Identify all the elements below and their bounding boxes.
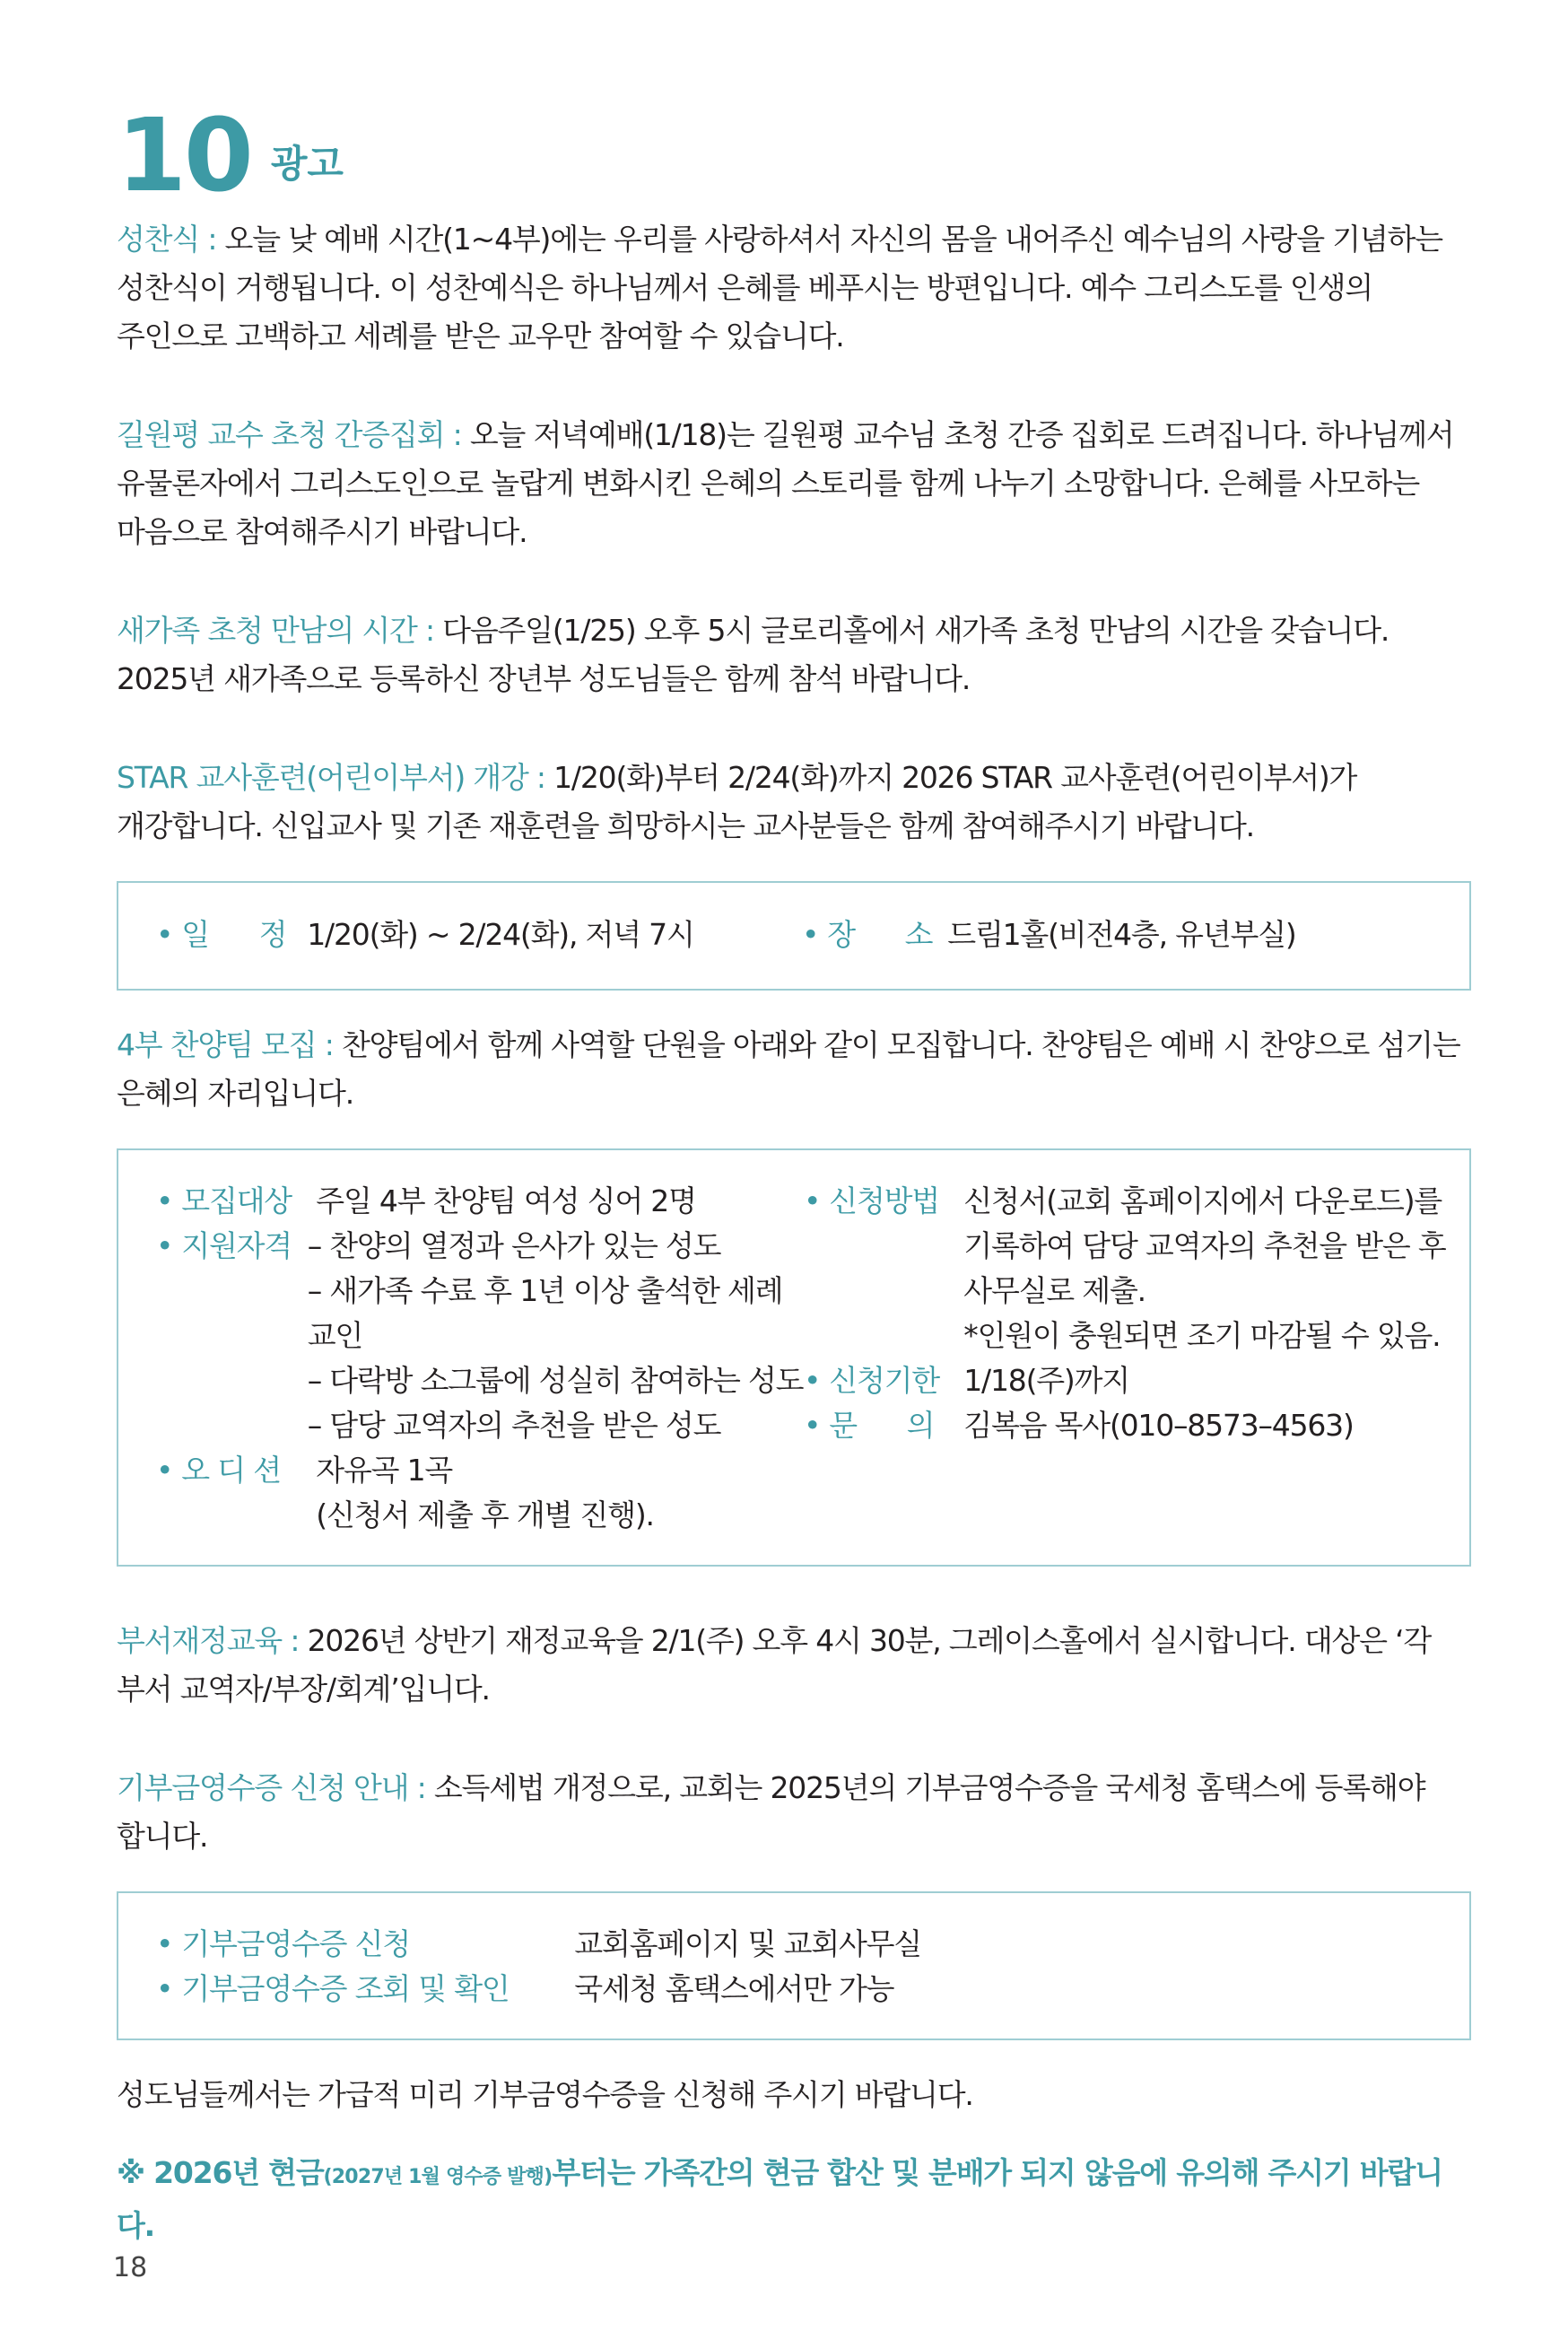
deadline-label: 신청기한 <box>829 1363 939 1398</box>
qualification-line: – 담당 교역자의 추천을 받은 성도 <box>307 1408 721 1443</box>
receipt-check-value: 국세청 홈택스에서만 가능 <box>574 1971 894 2006</box>
announcement-star-training <box>117 754 1471 851</box>
announcement-lead: 부서재정교육 : <box>117 1623 300 1658</box>
bullet-icon: • <box>156 1183 173 1218</box>
closing-note-small: (2027년 1월 영수증 발행) <box>323 2166 553 2188</box>
contact-value: 김복음 목사(010–8573–4563) <box>963 1408 1354 1443</box>
choir-recruit-box <box>117 1148 1471 1567</box>
bullet-icon: • <box>804 1408 821 1443</box>
qualification-label: 지원자격 <box>181 1228 292 1263</box>
closing-note-b: 부터는 가족간의 현금 합산 및 분배가 되지 않음에 유의해 주시기 바랍니다. <box>117 2155 1442 2243</box>
bullet-icon: • <box>802 917 819 952</box>
schedule-label: 일 정 <box>181 917 287 952</box>
announcement-text: 오늘 저녁예배(1/18)는 길원평 교수님 초청 간증 집회로 드려집니다. 하나님께서 유물론자에서 그리스도인으로 놀랍게 변화시킨 은혜의 스토리를 함께 나누기 소망합니다. 은혜를 사모하는 마음으로 참여해주시기 바랍니다. <box>117 417 1454 549</box>
audition-line: 자유곡 1곡 <box>316 1453 453 1488</box>
announcement-newcomers <box>117 607 1471 703</box>
place-label: 장 소 <box>827 917 933 952</box>
announcement-lead: 길원평 교수 초청 간증집회 : <box>117 417 462 452</box>
audition-label: 오 디 션 <box>181 1453 281 1488</box>
announcements <box>117 215 1471 2280</box>
qualification-line: – 찬양의 열정과 은사가 있는 성도 <box>307 1228 721 1263</box>
section-number: 10 <box>117 98 251 214</box>
announcement-text: 오늘 낮 예배 시간(1~4부)에는 우리를 사랑하셔서 자신의 몸을 내어주신 예수님의 사랑을 기념하는 성찬식이 거행됩니다. 이 성찬예식은 하나님께서 은혜를 베푸시는 방편입니다. 예수 그리스도를 인생의 주인으로 고백하고 세례를 받은 교우만 참여할 수 있습니다. <box>117 222 1442 354</box>
qualification-line: – 다락방 소그룹에 성실히 참여하는 성도 <box>307 1363 804 1398</box>
announcement-text: 소득세법 개정으로, 교회는 2025년의 기부금영수증을 국세청 홈택스에 등록해야 합니다. <box>117 1770 1425 1854</box>
target-value: 주일 4부 찬양팀 여성 싱어 2명 <box>316 1183 696 1218</box>
method-label: 신청방법 <box>829 1183 939 1218</box>
bullet-icon: • <box>804 1363 821 1398</box>
bullet-icon: • <box>156 1228 173 1263</box>
page-number: 18 <box>113 2252 148 2283</box>
announcement-testimony <box>117 411 1471 556</box>
announcement-lead: STAR 교사훈련(어린이부서) 개강 : <box>117 760 545 795</box>
announcement-text: 다음주일(1/25) 오후 5시 글로리홀에서 새가족 초청 만남의 시간을 갖습니다. 2025년 새가족으로 등록하신 장년부 성도님들은 함께 참석 바랍니다. <box>117 613 1389 696</box>
target-label: 모집대상 <box>181 1183 292 1218</box>
bullet-icon: • <box>156 1926 173 1961</box>
receipt-box <box>117 1891 1471 2040</box>
schedule-value: 1/20(화) ~ 2/24(화), 저녁 7시 <box>307 917 694 952</box>
announcement-communion <box>117 215 1471 361</box>
announcement-text: 찬양팀에서 함께 사역할 단원을 아래와 같이 모집합니다. 찬양팀은 예배 시 찬양으로 섬기는 은혜의 자리입니다. <box>117 1027 1460 1111</box>
announcement-text: 2026년 상반기 재정교육을 2/1(주) 오후 4시 30분, 그레이스홀에서 실시합니다. 대상은 ‘각 부서 교역자/부장/회계’입니다. <box>117 1623 1432 1707</box>
closing-line: 성도님들께서는 가급적 미리 기부금영수증을 신청해 주시기 바랍니다. <box>117 2077 973 2112</box>
method-line: 신청서(교회 홈페이지에서 다운로드)를 <box>963 1183 1442 1218</box>
bullet-icon: • <box>156 1971 173 2006</box>
method-line: 사무실로 제출. <box>963 1273 1146 1308</box>
announcement-lead: 새가족 초청 만남의 시간 : <box>117 613 434 648</box>
receipt-check-label: 기부금영수증 조회 및 확인 <box>181 1971 510 2006</box>
closing-note <box>117 2149 1471 2250</box>
contact-label: 문 의 <box>829 1408 935 1443</box>
star-training-box <box>117 881 1471 991</box>
deadline-value: 1/18(주)까지 <box>963 1363 1129 1398</box>
announcement-text: 1/20(화)부터 2/24(화)까지 2026 STAR 교사훈련(어린이부서)가 개강합니다. 신입교사 및 기존 재훈련을 희망하시는 교사분들은 함께 참여해주시기 바랍니다. <box>117 760 1357 843</box>
announcement-choir <box>117 1021 1471 1118</box>
announcement-lead: 기부금영수증 신청 안내 : <box>117 1770 426 1805</box>
announcement-finance <box>117 1617 1471 1714</box>
audition-line: (신청서 제출 후 개별 진행). <box>316 1497 654 1532</box>
method-line: *인원이 충원되면 조기 마감될 수 있음. <box>963 1318 1441 1353</box>
bullet-icon: • <box>156 917 173 952</box>
receipt-apply-label: 기부금영수증 신청 <box>181 1926 410 1961</box>
bullet-icon: • <box>156 1453 173 1488</box>
section-header <box>117 98 344 214</box>
bullet-icon: • <box>804 1183 821 1218</box>
announcement-lead: 4부 찬양팀 모집 : <box>117 1027 334 1062</box>
announcement-lead: 성찬식 : <box>117 222 217 257</box>
announcement-receipt <box>117 1764 1471 1861</box>
qualification-line: – 새가족 수료 후 1년 이상 출석한 세례교인 <box>307 1273 783 1353</box>
receipt-apply-value: 교회홈페이지 및 교회사무실 <box>574 1926 921 1961</box>
section-title: 광고 <box>270 142 344 186</box>
method-line: 기록하여 담당 교역자의 추천을 받은 후 <box>963 1228 1446 1263</box>
closing-note-a: ※ 2026년 현금 <box>117 2155 324 2190</box>
place-value: 드림1홀(비전4층, 유년부실) <box>947 917 1296 952</box>
